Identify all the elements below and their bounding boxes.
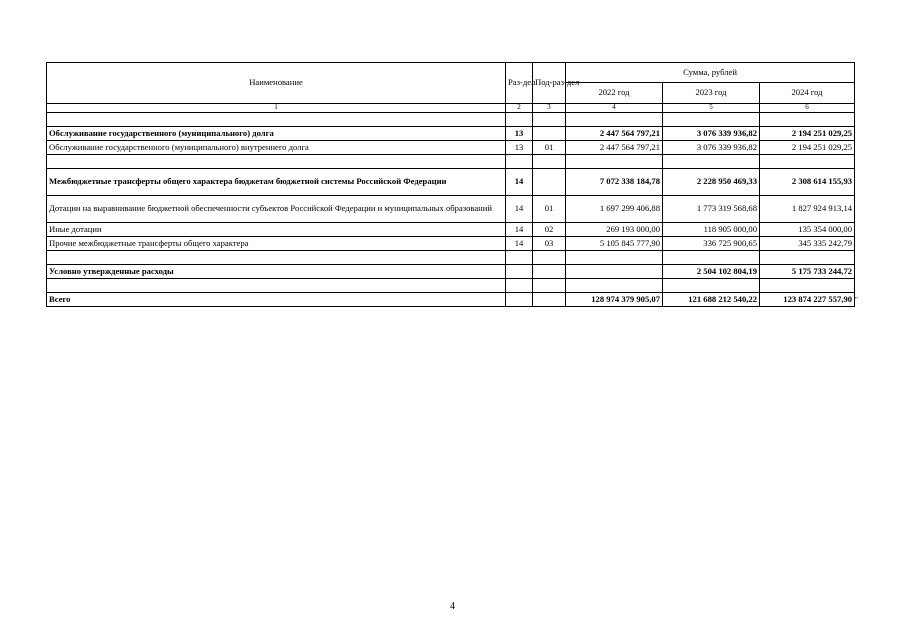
row-name: Иные дотации <box>47 223 506 237</box>
spacer-row <box>47 279 855 293</box>
row-amount-2023: 336 725 900,65 <box>663 237 760 251</box>
row-amount-2022: 128 974 379 905,07 <box>566 293 663 307</box>
spacer-row <box>47 251 855 265</box>
empty-cell <box>663 113 760 127</box>
header-podrazdel <box>533 63 580 104</box>
row-podrazdel: 02 <box>533 223 566 237</box>
row-razdel <box>506 293 533 307</box>
row-razdel: 14 <box>506 237 533 251</box>
row-amount-2023: 3 076 339 936,82 <box>663 127 760 141</box>
row-amount-2022: 5 105 845 777,90 <box>566 237 663 251</box>
row-razdel: 14 <box>506 196 533 223</box>
page-number: 4 <box>450 601 455 612</box>
row-amount-2024: 123 874 227 557,90 <box>760 293 855 307</box>
row-amount-2024: 345 335 242,79 <box>760 237 855 251</box>
row-razdel: 13 <box>506 127 533 141</box>
spacer-row <box>47 113 855 127</box>
table-row <box>47 127 855 141</box>
empty-cell <box>47 251 506 265</box>
row-amount-2024: 1 827 924 913,14 <box>760 196 855 223</box>
row-podrazdel: 01 <box>533 141 566 155</box>
col-number: 1 <box>47 104 506 113</box>
col-number: 2 <box>506 104 533 113</box>
header-year-2022: 2022 год <box>566 83 663 104</box>
row-podrazdel <box>533 127 566 141</box>
table-row <box>47 196 855 223</box>
empty-cell <box>533 279 566 293</box>
row-amount-2022: 2 447 564 797,21 <box>566 127 663 141</box>
empty-cell <box>506 113 533 127</box>
col-number: 3 <box>533 104 566 113</box>
row-amount-2024: 5 175 733 244,72 <box>760 265 855 279</box>
table-row <box>47 265 855 279</box>
empty-cell <box>533 113 566 127</box>
table-row <box>47 223 855 237</box>
row-amount-2022 <box>566 265 663 279</box>
row-name: Межбюджетные трансферты общего характера бюджетам бюджетной системы Российской Федерации <box>47 169 506 196</box>
row-amount-2024: 2 194 251 029,25 <box>760 141 855 155</box>
row-name: Условно утвержденные расходы <box>47 265 506 279</box>
budget-page <box>46 62 854 307</box>
row-amount-2023: 118 905 000,00 <box>663 223 760 237</box>
header-sum-group: Сумма, рублей <box>566 63 855 83</box>
header-name: Наименование <box>47 63 506 104</box>
header-podrazdel-label: Под-раз-дел <box>535 77 580 88</box>
row-razdel: 14 <box>506 223 533 237</box>
row-amount-2023: 3 076 339 936,82 <box>663 141 760 155</box>
empty-cell <box>566 279 663 293</box>
col-number: 5 <box>663 104 760 113</box>
closing-quote-mark: " <box>855 296 858 304</box>
empty-cell <box>533 251 566 265</box>
empty-cell <box>760 113 855 127</box>
row-podrazdel <box>533 169 566 196</box>
row-amount-2024: 135 354 000,00 <box>760 223 855 237</box>
empty-cell <box>566 113 663 127</box>
empty-cell <box>760 279 855 293</box>
row-amount-2023: 121 688 212 540,22 <box>663 293 760 307</box>
col-number: 6 <box>760 104 855 113</box>
row-name: Дотации на выравнивание бюджетной обеспеченности субъектов Российской Федерации и муниципальных образований <box>47 196 506 223</box>
header-razdel-label: Раз-дел <box>508 77 536 88</box>
row-razdel: 14 <box>506 169 533 196</box>
budget-table <box>46 62 855 307</box>
row-name: Прочие межбюджетные трансферты общего характера <box>47 237 506 251</box>
row-razdel: 13 <box>506 141 533 155</box>
header-razdel <box>506 63 536 104</box>
empty-cell <box>566 155 663 169</box>
row-amount-2023: 2 504 102 804,19 <box>663 265 760 279</box>
spacer-row <box>47 155 855 169</box>
col-number: 4 <box>566 104 663 113</box>
row-podrazdel <box>533 265 566 279</box>
empty-cell <box>566 251 663 265</box>
row-amount-2024: 2 308 614 155,93 <box>760 169 855 196</box>
table-row <box>47 141 855 155</box>
empty-cell <box>506 279 533 293</box>
header-year-2023: 2023 год <box>663 83 760 104</box>
row-amount-2022: 269 193 000,00 <box>566 223 663 237</box>
empty-cell <box>533 155 566 169</box>
table-body <box>47 113 855 307</box>
table-row <box>47 237 855 251</box>
row-amount-2022: 2 447 564 797,21 <box>566 141 663 155</box>
row-name: Обслуживание государственного (муниципального) долга <box>47 127 506 141</box>
row-podrazdel: 03 <box>533 237 566 251</box>
row-amount-2023: 1 773 319 568,68 <box>663 196 760 223</box>
table-row <box>47 293 855 307</box>
empty-cell <box>47 155 506 169</box>
row-amount-2022: 7 072 338 184,78 <box>566 169 663 196</box>
row-razdel <box>506 265 533 279</box>
empty-cell <box>47 113 506 127</box>
empty-cell <box>760 155 855 169</box>
empty-cell <box>506 155 533 169</box>
row-amount-2024: 2 194 251 029,25 <box>760 127 855 141</box>
row-name: Всего <box>47 293 506 307</box>
empty-cell <box>506 251 533 265</box>
header-year-2024: 2024 год <box>760 83 855 104</box>
row-amount-2023: 2 228 950 469,33 <box>663 169 760 196</box>
empty-cell <box>663 251 760 265</box>
row-podrazdel <box>533 293 566 307</box>
empty-cell <box>47 279 506 293</box>
empty-cell <box>760 251 855 265</box>
row-amount-2022: 1 697 299 406,88 <box>566 196 663 223</box>
empty-cell <box>663 155 760 169</box>
row-name: Обслуживание государственного (муниципального) внутреннего долга <box>47 141 506 155</box>
empty-cell <box>663 279 760 293</box>
table-row <box>47 169 855 196</box>
row-podrazdel: 01 <box>533 196 566 223</box>
